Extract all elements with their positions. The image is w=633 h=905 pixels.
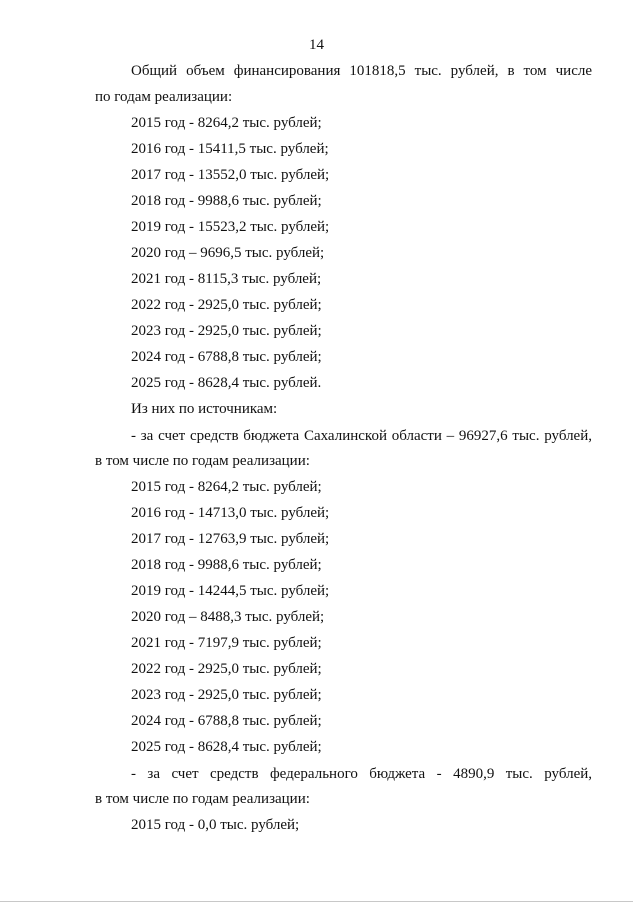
total-year-2024: 2024 год - 6788,8 тыс. рублей;: [131, 349, 322, 365]
regional-year-2024: 2024 год - 6788,8 тыс. рублей;: [131, 713, 322, 729]
regional-year-2020: 2020 год – 8488,3 тыс. рублей;: [131, 609, 325, 625]
regional-budget-line: - за счет средств бюджета Сахалинской области – 96927,6 тыс. рублей,: [131, 428, 592, 444]
total-year-2015: 2015 год - 8264,2 тыс. рублей;: [131, 115, 322, 131]
total-year-2025: 2025 год - 8628,4 тыс. рублей.: [131, 375, 322, 391]
regional-year-2016: 2016 год - 14713,0 тыс. рублей;: [131, 505, 330, 521]
total-year-2019: 2019 год - 15523,2 тыс. рублей;: [131, 219, 330, 235]
total-year-2020: 2020 год – 9696,5 тыс. рублей;: [131, 245, 325, 261]
sources-heading: Из них по источникам:: [131, 401, 278, 417]
regional-year-2021: 2021 год - 7197,9 тыс. рублей;: [131, 635, 322, 651]
total-year-2022: 2022 год - 2925,0 тыс. рублей;: [131, 297, 322, 313]
regional-budget-continuation: в том числе по годам реализации:: [95, 453, 310, 469]
page-bottom-edge: [0, 901, 633, 902]
total-year-2021: 2021 год - 8115,3 тыс. рублей;: [131, 271, 322, 287]
page-number: 14: [309, 37, 324, 53]
regional-year-2019: 2019 год - 14244,5 тыс. рублей;: [131, 583, 330, 599]
regional-year-2025: 2025 год - 8628,4 тыс. рублей;: [131, 739, 322, 755]
regional-year-2015: 2015 год - 8264,2 тыс. рублей;: [131, 479, 322, 495]
total-funding-line: Общий объем финансирования 101818,5 тыс. рублей, в том числе: [131, 63, 592, 79]
total-year-2017: 2017 год - 13552,0 тыс. рублей;: [131, 167, 330, 183]
total-year-2023: 2023 год - 2925,0 тыс. рублей;: [131, 323, 322, 339]
federal-budget-continuation: в том числе по годам реализации:: [95, 791, 310, 807]
regional-year-2022: 2022 год - 2925,0 тыс. рублей;: [131, 661, 322, 677]
federal-budget-line: - за счет средств федерального бюджета - 4890,9 тыс. рублей,: [131, 766, 592, 782]
total-funding-continuation: по годам реализации:: [95, 89, 233, 105]
total-year-2016: 2016 год - 15411,5 тыс. рублей;: [131, 141, 329, 157]
regional-year-2017: 2017 год - 12763,9 тыс. рублей;: [131, 531, 330, 547]
total-year-2018: 2018 год - 9988,6 тыс. рублей;: [131, 193, 322, 209]
regional-year-2023: 2023 год - 2925,0 тыс. рублей;: [131, 687, 322, 703]
regional-year-2018: 2018 год - 9988,6 тыс. рублей;: [131, 557, 322, 573]
federal-year-2015: 2015 год - 0,0 тыс. рублей;: [131, 817, 300, 833]
